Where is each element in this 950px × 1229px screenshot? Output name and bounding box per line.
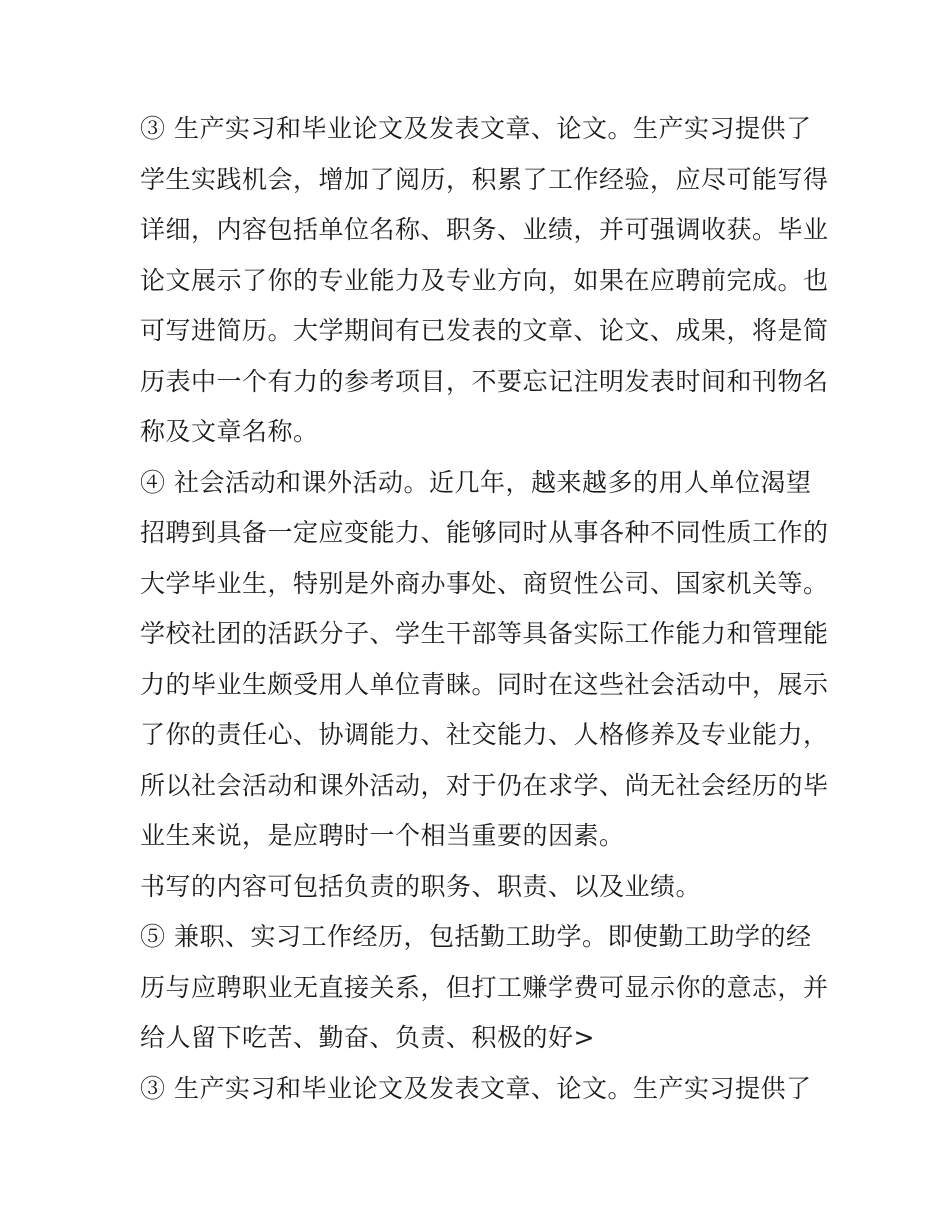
text-line: 所以社会活动和课外活动，对于仍在求学、尚无社会经历的毕	[140, 770, 829, 800]
text-line: ⑤ 兼职、实习工作经历，包括勤工助学。即使勤工助学的经	[140, 922, 812, 951]
text-line: ③ 生产实习和毕业论文及发表文章、论文。生产实习提供了	[140, 1073, 812, 1103]
text-line: 学校社团的活跃分子、学生干部等具备实际工作能力和管理能	[140, 619, 829, 648]
text-line: 称及文章名称。	[140, 417, 319, 446]
text-line: 招聘到具备一定应变能力、能够同时从事各种不同性质工作的	[140, 518, 829, 547]
text-line: ③ 生产实习和毕业论文及发表文章、论文。生产实习提供了	[140, 114, 812, 143]
text-line: 给人留下吃苦、勤奋、负责、积极的好>	[140, 1023, 595, 1052]
text-line: 业生来说，是应聘时一个相当重要的因素。	[140, 821, 625, 850]
text-line: 历表中一个有力的参考项目，不要忘记注明发表时间和刊物名	[140, 366, 829, 396]
document-body	[140, 104, 829, 1114]
text-line: 历与应聘职业无直接关系，但打工赚学费可显示你的意志，并	[140, 972, 829, 1002]
text-line: 了你的责任心、协调能力、社交能力、人格修养及专业能力，	[140, 720, 829, 749]
text-line: 学生实践机会，增加了阅历，积累了工作经验，应尽可能写得	[140, 164, 829, 194]
text-line: 书写的内容可包括负责的职务、职责、以及业绩。	[140, 871, 702, 901]
text-line: 详细，内容包括单位名称、职务、业绩，并可强调收获。毕业	[140, 215, 829, 244]
text-line: ④ 社会活动和课外活动。近几年，越来越多的用人单位渴望	[140, 467, 812, 497]
text-line: 论文展示了你的专业能力及专业方向，如果在应聘前完成。也	[140, 265, 829, 295]
text-line: 力的毕业生颇受用人单位青睐。同时在这些社会活动中，展示	[140, 669, 829, 699]
text-line: 大学毕业生，特别是外商办事处、商贸性公司、国家机关等。	[140, 568, 829, 598]
text-line: 可写进简历。大学期间有已发表的文章、论文、成果，将是简	[140, 316, 829, 345]
